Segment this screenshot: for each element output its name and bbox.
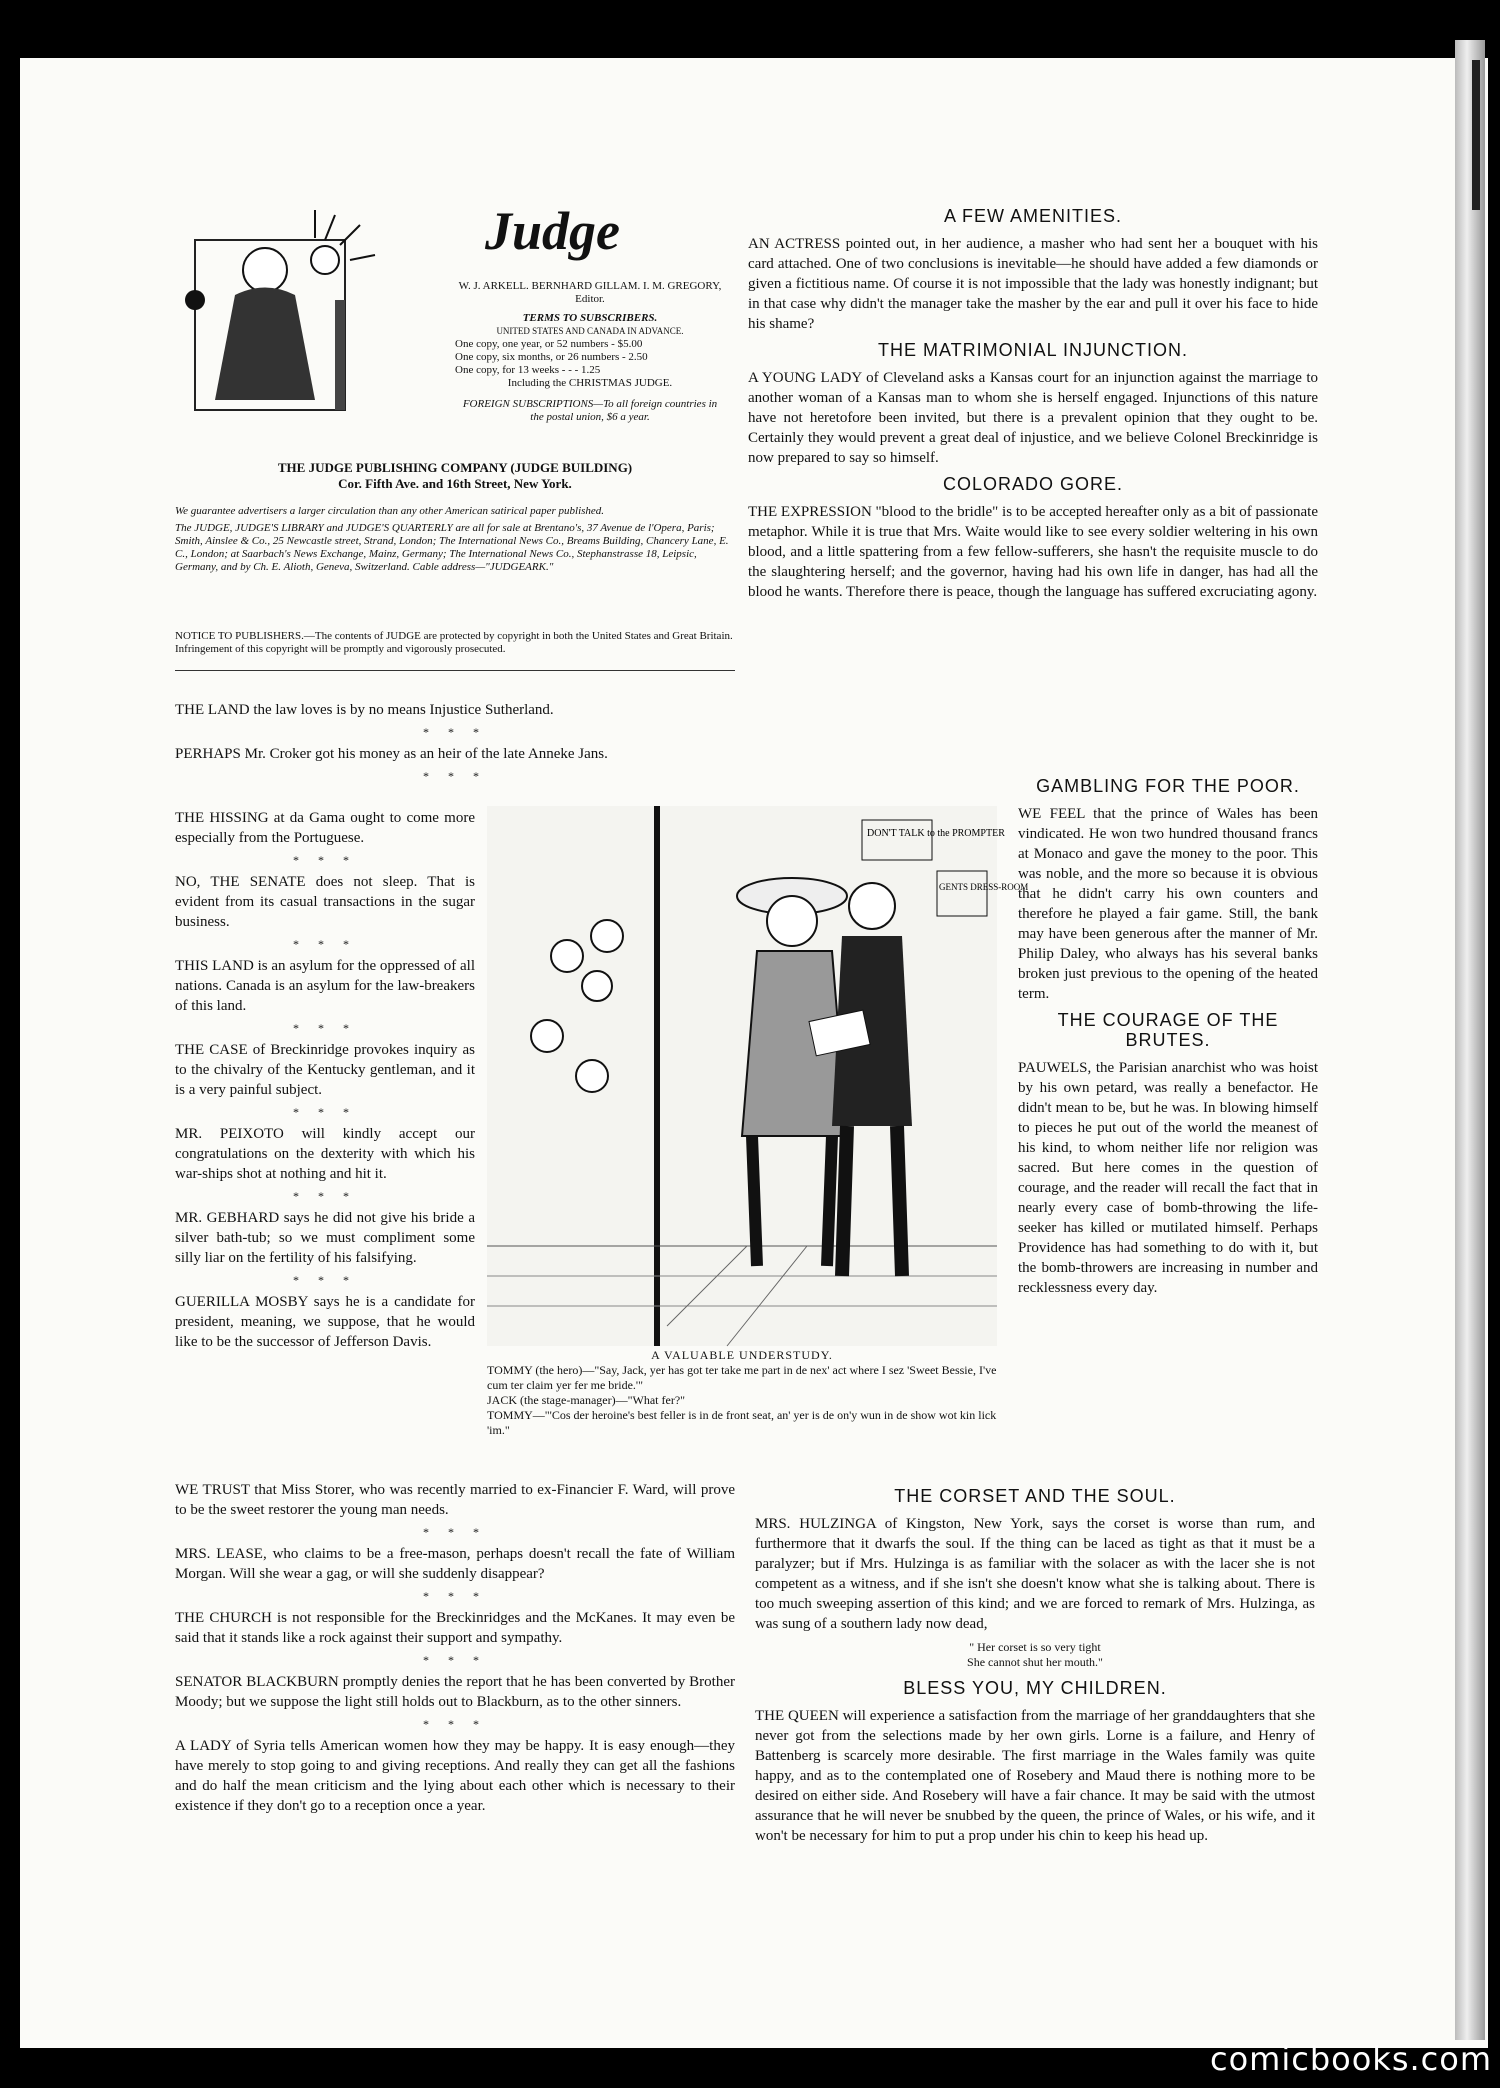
separator-stars: * * * — [423, 725, 487, 739]
paragraph: A LADY of Syria tells American women how they may be happy. It is easy enough—they have merely to stop going to and giving receptions. And really they can get all the fashions and do half the mean criticism and the lying about each other which is necessary to their existence if they don't go to a reception once a year. — [175, 1738, 735, 1814]
paragraph: THE LAND the law loves is by no means Injustice Sutherland. — [175, 702, 554, 718]
paragraph: WE TRUST that Miss Storer, who was recently married to ex-Financier F. Ward, will prove to be the sweet restorer the young man needs. — [175, 1482, 735, 1518]
separator-stars: * * * — [423, 1717, 487, 1731]
article-text: WE FEEL that the prince of Wales has been vindicated. He won two hundred thousand francs at Monaco and gave the money to the poor. This was noble, and the more so because it is obvious that he didn't carry his own counters and therefore he played a fair game. Still, the bank may have been generous after the manner of Mr. Philip Daley, who always has his several banks broken just previous to the opening of the heated term. — [1018, 806, 1318, 1002]
caption-line: TOMMY—"'Cos der heroine's best feller is in de front seat, an' yer is de on'y wun in de show wot kin lick 'im." — [487, 1408, 997, 1437]
paragraph: NO, THE SENATE does not sleep. That is evident from its casual transactions in the sugar business. — [175, 874, 475, 930]
article-text: A YOUNG LADY of Cleveland asks a Kansas court for an injunction against the marriage to another woman of a Kansas man to whom she is herself engaged. Injunctions of this nature have not heretofore been invited, but there is a prevalent opinion that they ought to be. Certainly they would prevent a great deal of injustice, and we believe Colonel Breckinridge is now prepared to say so himself. — [748, 370, 1318, 466]
terms-heading: TERMS TO SUBSCRIBERS. — [522, 312, 658, 324]
publishers-notice: NOTICE TO PUBLISHERS.—The contents of JUDGE are protected by copyright in both the United States and Great Britain. Infringement of this copyright will be promptly and vigorously prosecuted. — [175, 630, 733, 655]
separator-stars: * * * — [423, 1589, 487, 1603]
publisher-block — [175, 460, 735, 492]
page-spine — [1455, 40, 1485, 2040]
masthead — [175, 200, 735, 671]
sales-text: The JUDGE, JUDGE'S LIBRARY and JUDGE'S QUARTERLY are all for sale at Brentano's, 37 Avenue de l'Opera, Paris; Smith, Ainslee & Co., 25 Newcastle street, Strand, London; The International News Co., Breams Building, Chancery Lane, E. C., London; at Saarbach's News Exchange, Mainz, Germany; The International News Co., Stephanstrasse 18, Leipsic, Germany, and by Ch. E. Alioth, Geneva, Switzerland. Cable address—"JUDGEARK." — [175, 522, 729, 573]
caption-line: TOMMY (the hero)—"Say, Jack, yer has got ter take me part in de nex' act where I sez 'Sweet Bessie, I've cum ter claim yer fer me bride.'" — [487, 1363, 997, 1392]
article-heading: THE CORSET AND THE SOUL. — [894, 1486, 1176, 1506]
bottom-right-column — [755, 1480, 1315, 1852]
article-heading: BLESS YOU, MY CHILDREN. — [903, 1678, 1167, 1698]
sign-dressroom: GENTS DRESS-ROOM — [939, 882, 1029, 892]
paragraph: MRS. LEASE, who claims to be a free-mason, perhaps doesn't recall the fate of William Morgan. Will she wear a gag, or will she suddenly disappear? — [175, 1546, 735, 1582]
article-heading: GAMBLING FOR THE POOR. — [1036, 776, 1300, 796]
paragraph: THE HISSING at da Gama ought to come more especially from the Portuguese. — [175, 810, 475, 846]
article-heading: A FEW AMENITIES. — [943, 206, 1123, 226]
article-text: PAUWELS, the Parisian anarchist who was hoist by his own petard, was really a benefactor. He didn't mean to be, but he was. In blowing himself to pieces he put out of the world the meanest of his kind, to whom neither life nor religion was sacred. But here comes in the question of courage, and the reader will recall the fact that in nearly every case of bomb-throwing the life-seeker has killed or mutilated himself. Perhaps Providence has had something to do with it, but the bomb-throwers are increasing in number and recklessness every day. — [1018, 1060, 1318, 1296]
paragraph: THIS LAND is an asylum for the oppressed of all nations. Canada is an asylum for the law-breakers of this land. — [175, 958, 475, 1014]
separator-stars: * * * — [293, 1273, 357, 1287]
sign-prompter: DON'T TALK to the PROMPTER — [867, 828, 1005, 839]
watermark: comicbooks.com — [1210, 2040, 1493, 2078]
paragraph: SENATOR BLACKBURN promptly denies the report that he has been converted by Brother Moody; but we suppose the light still holds out to Blackburn, as to the other sinners. — [175, 1674, 735, 1710]
narrow-left-column — [175, 808, 475, 1358]
article-text: AN ACTRESS pointed out, in her audience, a masher who had sent her a bouquet with his card attached. One of two conclusions is inevitable—he should have added a few diamonds or given a fictitious name. Of course it is not impossible that the lady was honestly indignant; but in that case why didn't the manager take the masher by the ear and pull it over his face to hide his shame? — [748, 236, 1318, 332]
separator-stars: * * * — [293, 1021, 357, 1035]
editors-line: W. J. ARKELL. BERNHARD GILLAM. I. M. GREGORY, Editor. — [458, 280, 722, 305]
separator-stars: * * * — [293, 853, 357, 867]
sales-notice — [175, 505, 735, 574]
cartoon-illustration — [487, 806, 1029, 1346]
article-heading: THE COURAGE OF THE BRUTES. — [1057, 1010, 1279, 1050]
caption-title: A VALUABLE UNDERSTUDY. — [651, 1348, 833, 1362]
paragraph: MR. PEIXOTO will kindly accept our congratulations on the dexterity with which his war-ships shot at nothing and hit it. — [175, 1126, 475, 1182]
paragraph: THE CASE of Breckinridge provokes inquiry as to the chivalry of the Kentucky gentleman, and it is a very painful subject. — [175, 1042, 475, 1098]
terms-subhead: UNITED STATES AND CANADA IN ADVANCE. — [496, 326, 684, 336]
article-heading: THE MATRIMONIAL INJUNCTION. — [878, 340, 1188, 360]
foreign-subscriptions: FOREIGN SUBSCRIPTIONS—To all foreign countries in the postal union, $6 a year. — [462, 398, 718, 423]
edge-mark — [1472, 60, 1480, 210]
guarantee-text: We guarantee advertisers a larger circulation than any other American satirical paper published. — [175, 505, 605, 517]
separator-stars: * * * — [423, 1653, 487, 1667]
caption-line: JACK (the stage-manager)—"What fer?" — [487, 1393, 686, 1407]
narrow-right-column — [1018, 770, 1318, 1304]
paragraph: THE CHURCH is not responsible for the Breckinridges and the McKanes. It may even be said that it stands like a rock against their support and sympathy. — [175, 1610, 735, 1646]
masthead-logo: Judge — [485, 201, 620, 261]
paragraph: MR. GEBHARD says he did not give his bride a silver bath-tub; so we must compliment some silly liar on the fertility of his falsifying. — [175, 1210, 475, 1266]
article-text: THE QUEEN will experience a satisfaction from the marriage of her granddaughters that she never got from the selections made by her own girls. Lorne is a failure, and Henry of Battenberg is scarcely more desirable. The first marriage in the Wales family was quite happy, and as to the contemplated one of Rosebery and Maud there is nothing more to be desired on either side. And Rosebery will have a fair chance. It may be said with the utmost assurance that he will never be snubbed by the queen, the prince of Wales, or his wife, and it won't be necessary for him to put a prop under his chin to keep his head up. — [755, 1708, 1315, 1844]
paragraph: GUERILLA MOSBY says he is a candidate for president, meaning, we suppose, that he would like to be the successor of Jefferson Davis. — [175, 1294, 475, 1350]
terms-line: One copy, for 13 weeks - - - 1.25 — [455, 364, 601, 376]
paragraph: PERHAPS Mr. Croker got his money as an heir of the late Anneke Jans. — [175, 746, 608, 762]
separator-stars: * * * — [293, 937, 357, 951]
article-text: MRS. HULZINGA of Kingston, New York, says the corset is worse than rum, and furthermore that it dwarfs the soul. If the thing can be laced as tight as that it must be a paralyzer; but if Mrs. Hulzinga is as familiar with the solacer as with the lacer she is not competent as a witness, and if she isn't she doesn't know what she is talking about. There is too much sweeping assertion of this kind; and we are forced to remark of Mrs. Hulzinga, as was sung of a southern lady now dead, — [755, 1516, 1315, 1632]
terms-line: One copy, one year, or 52 numbers - $5.00 — [455, 338, 643, 350]
separator-stars: * * * — [423, 769, 487, 783]
bottom-left-column — [175, 1480, 735, 1822]
article-heading: COLORADO GORE. — [942, 474, 1124, 494]
publisher-name: THE JUDGE PUBLISHING COMPANY (JUDGE BUILDING) — [277, 460, 633, 475]
separator-stars: * * * — [423, 1525, 487, 1539]
terms-line: Including the CHRISTMAS JUDGE. — [507, 377, 673, 389]
terms-line: One copy, six months, or 26 numbers - 2.50 — [455, 351, 648, 363]
cartoon-caption — [487, 1348, 997, 1438]
quote-line: " Her corset is so very tight — [969, 1640, 1101, 1654]
separator-stars: * * * — [293, 1189, 357, 1203]
right-column-top — [748, 200, 1318, 608]
publisher-address: Cor. Fifth Ave. and 16th Street, New York. — [338, 476, 572, 491]
quote-line: She cannot shut her mouth." — [967, 1655, 1103, 1669]
left-items-top — [175, 700, 735, 788]
article-text: THE EXPRESSION "blood to the bridle" is to be accepted hereafter only as a bit of passionate metaphor. While it is true that Mrs. Waite would like to see every soldier weltering in his own blood, and a little spattering from a few fellow-sufferers, she hasn't the requisite muscle to do the slaughtering herself; and the governor, having had his own life in danger, has had all the blood he wants. Therefore there is peace, though the language has suffered excruciating agony. — [748, 504, 1318, 600]
separator-stars: * * * — [293, 1105, 357, 1119]
judge-illustration — [175, 200, 395, 430]
masthead-terms — [455, 280, 725, 424]
quote — [755, 1640, 1315, 1670]
